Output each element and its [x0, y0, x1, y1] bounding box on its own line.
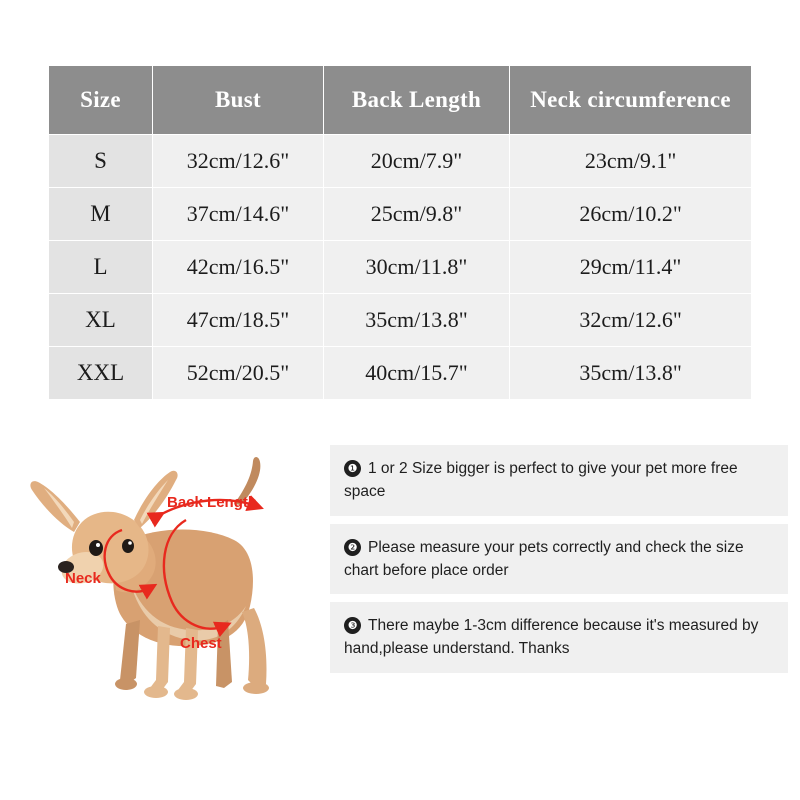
measurement-guide-section: [0, 430, 800, 730]
label-chest: Chest: [180, 635, 222, 652]
note-number-icon: ❷: [344, 539, 361, 556]
cell-back-length: 40cm/15.7": [323, 347, 509, 400]
column-header-back-length: Back Length: [323, 66, 509, 135]
cell-back-length: 35cm/13.8": [323, 294, 509, 347]
note-number-icon: ❶: [344, 460, 361, 477]
size-chart-table: [48, 65, 752, 400]
notes-list: [330, 445, 788, 681]
size-chart: [48, 65, 752, 400]
cell-bust: 37cm/14.6": [153, 188, 324, 241]
cell-bust: 52cm/20.5": [153, 347, 324, 400]
chihuahua-illustration: [10, 430, 328, 720]
table-row: [49, 188, 752, 241]
cell-size: XXL: [49, 347, 153, 400]
note-item: [330, 524, 788, 595]
cell-size: M: [49, 188, 153, 241]
cell-back-length: 25cm/9.8": [323, 188, 509, 241]
note-text: 1 or 2 Size bigger is perfect to give your pet more free space: [344, 460, 738, 501]
note-item: [330, 445, 788, 516]
column-header-bust: Bust: [153, 66, 324, 135]
dog-measurement-diagram: [10, 430, 328, 720]
table-row: [49, 347, 752, 400]
cell-neck: 26cm/10.2": [510, 188, 752, 241]
cell-back-length: 20cm/7.9": [323, 135, 509, 188]
note-item: [330, 602, 788, 673]
cell-bust: 47cm/18.5": [153, 294, 324, 347]
table-row: [49, 135, 752, 188]
column-header-size: Size: [49, 66, 153, 135]
label-back-length: Back Length: [167, 494, 258, 511]
cell-size: S: [49, 135, 153, 188]
cell-neck: 29cm/11.4": [510, 241, 752, 294]
cell-bust: 42cm/16.5": [153, 241, 324, 294]
note-number-icon: ❸: [344, 617, 361, 634]
note-text: There maybe 1-3cm difference because it's measured by hand,please understand. Thanks: [344, 617, 759, 658]
column-header-neck-circumference: Neck circumference: [510, 66, 752, 135]
table-row: [49, 241, 752, 294]
cell-size: L: [49, 241, 153, 294]
cell-size: XL: [49, 294, 153, 347]
cell-neck: 35cm/13.8": [510, 347, 752, 400]
cell-neck: 23cm/9.1": [510, 135, 752, 188]
note-text: Please measure your pets correctly and check the size chart before place order: [344, 538, 744, 579]
label-neck: Neck: [65, 570, 101, 587]
cell-neck: 32cm/12.6": [510, 294, 752, 347]
cell-bust: 32cm/12.6": [153, 135, 324, 188]
cell-back-length: 30cm/11.8": [323, 241, 509, 294]
table-header-row: [49, 66, 752, 135]
table-row: [49, 294, 752, 347]
